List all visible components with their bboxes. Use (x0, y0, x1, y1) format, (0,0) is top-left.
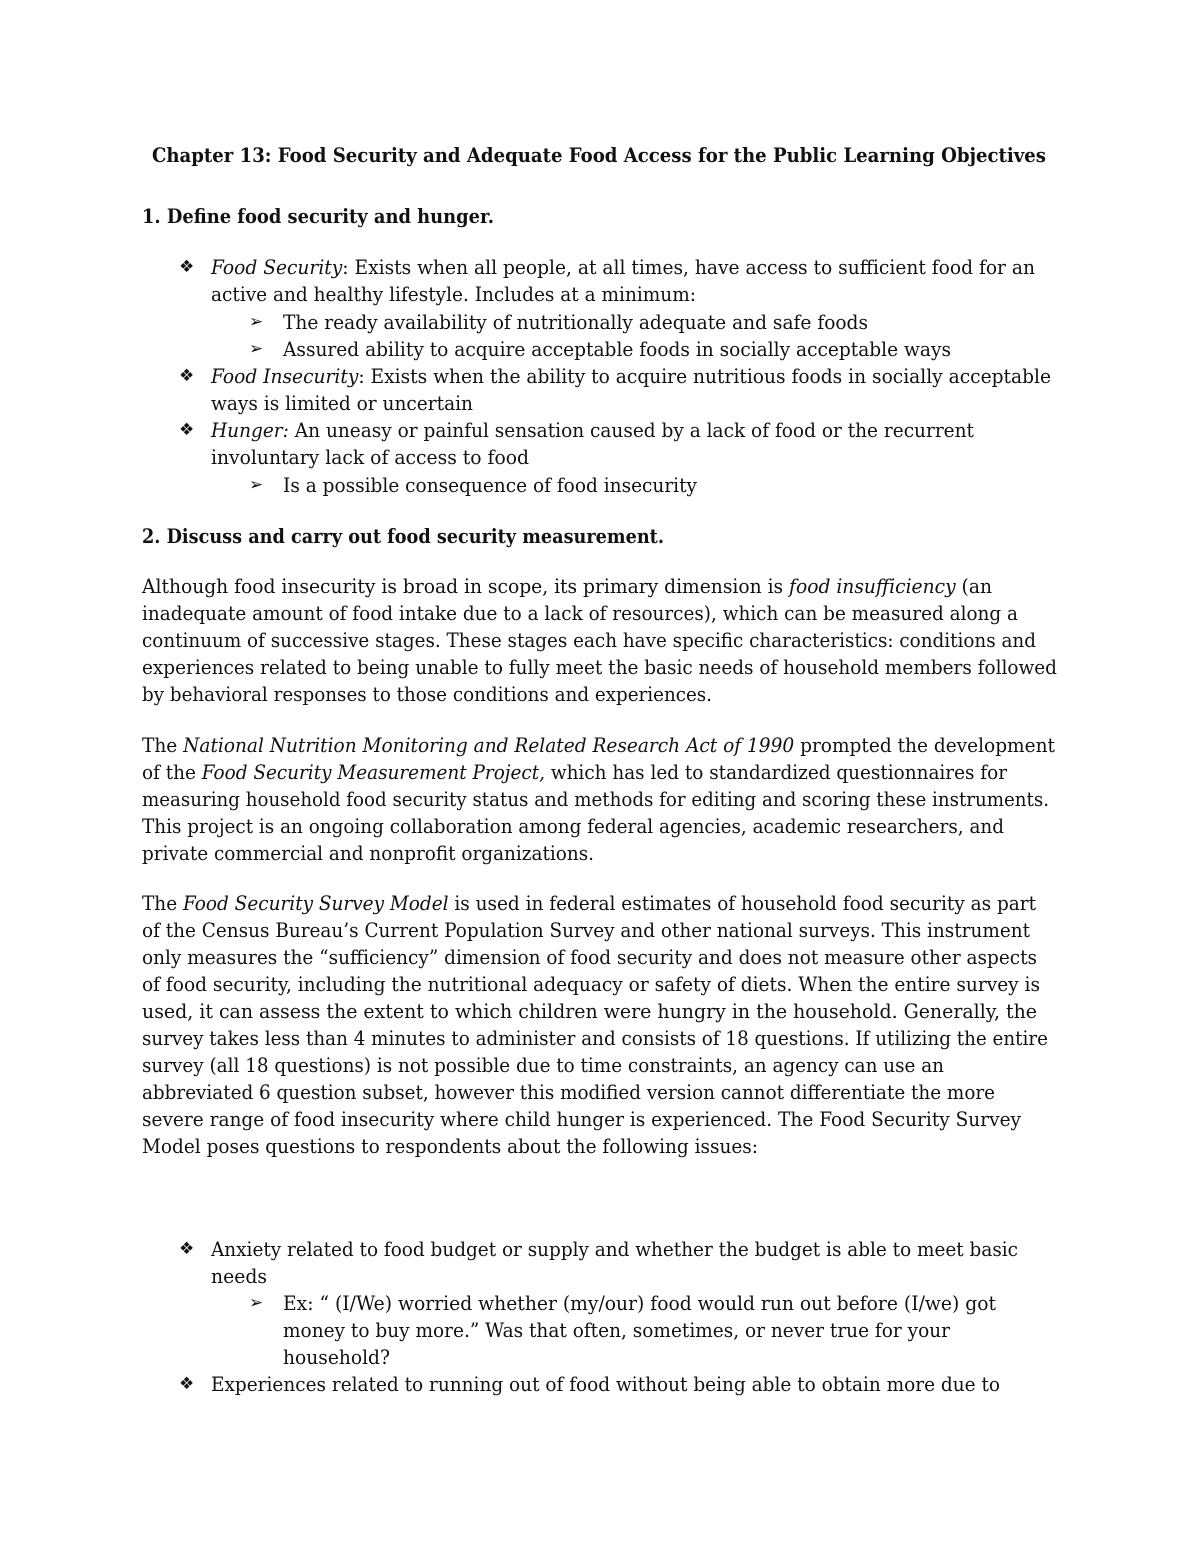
bullet-anxiety-line-1: Anxiety related to food budget or supply and whether the budget is able to meet basic (211, 1238, 1018, 1261)
paragraph-2-line-4: This project is an ongoing collaboration among federal agencies, academic researchers, and (142, 815, 1004, 838)
term-fsmp: Food Security Measurement Project, (201, 761, 545, 784)
diamond-bullet-icon: ❖ (179, 257, 195, 277)
term-nnmrra-1990: National Nutrition Monitoring and Related Research Act of 1990 (183, 734, 795, 757)
bullet-hunger-line-2: involuntary lack of access to food (211, 446, 529, 469)
paragraph-3-line-3: only measures the “sufficiency” dimension of food security and does not measure other aspects (142, 946, 1037, 969)
diamond-bullet-icon: ❖ (179, 366, 195, 386)
diamond-bullet-icon: ❖ (179, 1374, 195, 1394)
paragraph-3-line-1: The Food Security Survey Model is used in federal estimates of household food security as part (142, 892, 1036, 915)
paragraph-3-line-2: of the Census Bureau’s Current Population Survey and other national surveys. This instrument (142, 919, 1030, 942)
sub-bullet-example-line-1: Ex: “ (I/We) worried whether (my/our) food would run out before (I/we) got (283, 1292, 996, 1315)
bullet-food-security-line-1: Food Security: Exists when all people, at all times, have access to sufficient food for an (211, 256, 1035, 279)
paragraph-2-line-1: The National Nutrition Monitoring and Related Research Act of 1990 prompted the development (142, 734, 1055, 757)
bullet-food-insecurity-line-2: ways is limited or uncertain (211, 392, 473, 415)
sub-bullet-assured-ability: Assured ability to acquire acceptable foods in socially acceptable ways (283, 338, 951, 361)
paragraph-1-line-2: inadequate amount of food intake due to a lack of resources), which can be measured along a (142, 602, 1018, 625)
bullet-food-security-line-2: active and healthy lifestyle. Includes at a minimum: (211, 283, 696, 306)
paragraph-2-line-2: of the Food Security Measurement Project, which has led to standardized questionnaires for (142, 761, 1007, 784)
paragraph-3-line-5: used, it can assess the extent to which children were hungry in the household. Generally, the (142, 1000, 1037, 1023)
term-hunger: Hunger: (211, 419, 289, 442)
document-title: Chapter 13: Food Security and Adequate Food Access for the Public Learning Objectives (152, 144, 1046, 167)
paragraph-1-line-4: experiences related to being unable to fully meet the basic needs of household members followed (142, 656, 1057, 679)
arrow-bullet-icon: ➢ (249, 312, 264, 332)
term-food-security: Food Security (211, 256, 343, 279)
bullet-hunger-line-1: Hunger: An uneasy or painful sensation caused by a lack of food or the recurrent (211, 419, 974, 442)
arrow-bullet-icon: ➢ (249, 1293, 264, 1313)
term-fssm: Food Security Survey Model (182, 892, 449, 915)
diamond-bullet-icon: ❖ (179, 1239, 195, 1259)
term-food-insufficiency: food insufficiency (789, 575, 956, 598)
paragraph-2-line-3: measuring household food security status and methods for editing and scoring these instruments. (142, 788, 1049, 811)
bullet-food-insecurity-line-1: Food Insecurity: Exists when the ability to acquire nutritious foods in socially acceptable (211, 365, 1052, 388)
paragraph-3-line-8: abbreviated 6 question subset, however this modified version cannot differentiate the more (142, 1081, 995, 1104)
paragraph-1-line-1: Although food insecurity is broad in scope, its primary dimension is food insufficiency (an (142, 575, 992, 598)
paragraph-1-line-3: continuum of successive stages. These stages each have specific characteristics: conditions and (142, 629, 1036, 652)
arrow-bullet-icon: ➢ (249, 339, 264, 359)
paragraph-3-line-10: Model poses questions to respondents about the following issues: (142, 1135, 758, 1158)
sub-bullet-ready-availability: The ready availability of nutritionally adequate and safe foods (283, 311, 868, 334)
paragraph-3-line-7: survey (all 18 questions) is not possible due to time constraints, an agency can use an (142, 1054, 944, 1077)
arrow-bullet-icon: ➢ (249, 475, 264, 495)
bullet-experiences-line-1: Experiences related to running out of food without being able to obtain more due to (211, 1373, 1000, 1396)
bullet-anxiety-line-2: needs (211, 1265, 267, 1288)
paragraph-3-line-6: survey takes less than 4 minutes to administer and consists of 18 questions. If utilizing the entire (142, 1027, 1048, 1050)
paragraph-3-line-9: severe range of food insecurity where child hunger is experienced. The Food Security Survey (142, 1108, 1021, 1131)
section-2-heading: 2. Discuss and carry out food security measurement. (142, 525, 664, 548)
sub-bullet-example-line-3: household? (283, 1346, 390, 1369)
paragraph-2-line-5: private commercial and nonprofit organizations. (142, 842, 594, 865)
section-1-heading: 1. Define food security and hunger. (142, 205, 494, 228)
paragraph-1-line-5: by behavioral responses to those conditions and experiences. (142, 683, 712, 706)
term-food-insecurity: Food Insecurity (211, 365, 359, 388)
paragraph-3-line-4: of food security, including the nutritional adequacy or safety of diets. When the entire survey is (142, 973, 1040, 996)
diamond-bullet-icon: ❖ (179, 420, 195, 440)
sub-bullet-example-line-2: money to buy more.” Was that often, sometimes, or never true for your (283, 1319, 950, 1342)
sub-bullet-possible-consequence: Is a possible consequence of food insecurity (283, 474, 697, 497)
